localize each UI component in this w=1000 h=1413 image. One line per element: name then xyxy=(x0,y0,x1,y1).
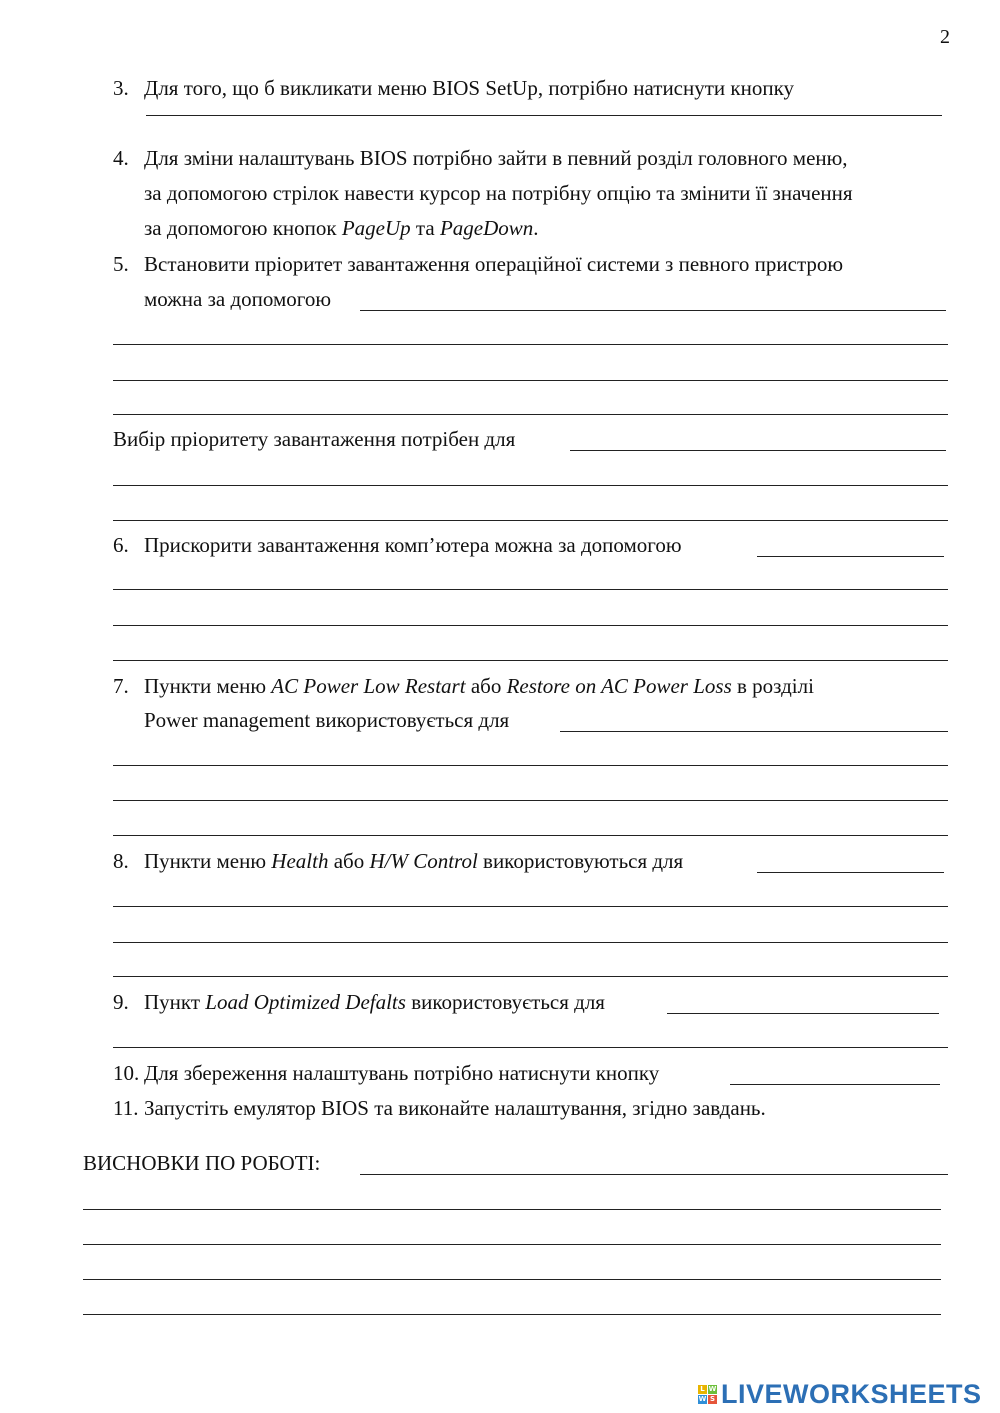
question-8-text-a: Пункти меню xyxy=(144,849,272,873)
question-11-number: 11. xyxy=(113,1096,139,1120)
question-4-line-3 xyxy=(144,218,539,239)
question-7-number: 7. xyxy=(113,674,129,698)
question-9-text-c: використовується для xyxy=(405,990,605,1014)
question-5-sub-answer-line[interactable] xyxy=(113,520,948,521)
question-6-number: 6. xyxy=(113,533,129,557)
question-7-line-2: Power management використовується для xyxy=(144,708,510,732)
conclusions-label: ВИСНОВКИ ПО РОБОТІ: xyxy=(83,1151,321,1175)
question-5-subquestion: Вибір пріоритету завантаження потрібен для xyxy=(113,427,516,451)
conclusions-answer-line[interactable] xyxy=(83,1244,941,1245)
liveworksheets-grid-icon xyxy=(698,1385,717,1404)
pagedown-key-name: PageDown xyxy=(439,216,534,240)
question-4-line-1: Для зміни налаштувань BIOS потрібно зайти в певний розділ головного меню, xyxy=(144,146,848,170)
question-5-line-1: Встановити пріоритет завантаження операційної системи з певного пристрою xyxy=(144,252,844,276)
conclusions-answer-line[interactable] xyxy=(83,1209,941,1210)
question-4-line-3-text-c: та xyxy=(410,216,440,240)
question-8-answer-line-inline[interactable] xyxy=(757,872,944,873)
question-5-sub-answer-line[interactable] xyxy=(113,485,948,486)
question-6-text: Прискорити завантаження комп’ютера можна за допомогою xyxy=(144,533,682,557)
conclusions-answer-line[interactable] xyxy=(83,1314,941,1315)
question-8-text xyxy=(144,851,683,872)
question-6-answer-line[interactable] xyxy=(113,589,948,590)
menu-item-restore-on-ac-power-loss: Restore on AC Power Loss xyxy=(506,674,732,698)
question-3-text: Для того, що б викликати меню BIOS SetUp, потрібно натиснути кнопку xyxy=(144,76,794,100)
question-4-line-3-text-a: за допомогою кнопок xyxy=(144,216,342,240)
pageup-key-name: PageUp xyxy=(341,216,411,240)
question-7-text-a: Пункти меню xyxy=(144,674,272,698)
question-9-text xyxy=(144,992,605,1013)
liveworksheets-wordmark: LIVEWORKSHEETS xyxy=(721,1378,982,1409)
question-6-answer-line[interactable] xyxy=(113,660,948,661)
question-8-answer-line[interactable] xyxy=(113,976,948,977)
question-7-answer-line[interactable] xyxy=(113,800,948,801)
menu-item-hw-control: H/W Control xyxy=(369,849,478,873)
question-7-answer-line[interactable] xyxy=(113,835,948,836)
question-11-text: Запустіть емулятор BIOS та виконайте налаштування, згідно завдань. xyxy=(144,1096,766,1120)
question-4-line-2: за допомогою стрілок навести курсор на потрібну опцію та змінити її значення xyxy=(144,181,853,205)
question-8-number: 8. xyxy=(113,849,129,873)
question-6-answer-line[interactable] xyxy=(113,625,948,626)
question-9-text-a: Пункт xyxy=(144,990,206,1014)
question-5-answer-line[interactable] xyxy=(113,414,948,415)
question-4-number: 4. xyxy=(113,146,129,170)
question-8-text-e: використовуються для xyxy=(477,849,684,873)
logo-tile: W xyxy=(708,1384,717,1393)
question-5-answer-line[interactable] xyxy=(113,380,948,381)
question-9-answer-line[interactable] xyxy=(113,1047,948,1048)
logo-tile: S xyxy=(709,1394,716,1403)
question-7-answer-line-inline[interactable] xyxy=(560,731,948,732)
question-10-number: 10. xyxy=(113,1061,140,1085)
question-6-answer-line-inline[interactable] xyxy=(757,556,944,557)
question-9-answer-line-inline[interactable] xyxy=(667,1013,939,1014)
logo-tile: L xyxy=(698,1385,707,1394)
question-7-answer-line[interactable] xyxy=(113,765,948,766)
question-5-line-2: можна за допомогою xyxy=(144,287,332,311)
logo-tile: W xyxy=(698,1394,707,1403)
page-number: 2 xyxy=(940,26,950,48)
question-5-sub-answer-line-inline[interactable] xyxy=(570,450,946,451)
conclusions-answer-line[interactable] xyxy=(83,1279,941,1280)
question-8-answer-line[interactable] xyxy=(113,906,948,907)
menu-item-ac-power-low-restart: AC Power Low Restart xyxy=(271,674,466,698)
question-3-answer-line[interactable] xyxy=(146,115,942,116)
question-8-text-c: або xyxy=(328,849,370,873)
question-8-answer-line[interactable] xyxy=(113,942,948,943)
question-4-line-3-text-e: . xyxy=(533,216,539,240)
question-9-number: 9. xyxy=(113,990,129,1014)
liveworksheets-logo xyxy=(698,1377,982,1411)
question-3-number: 3. xyxy=(113,76,129,100)
question-5-answer-line-inline[interactable] xyxy=(360,310,946,311)
question-7-text-c: або xyxy=(465,674,507,698)
menu-item-health: Health xyxy=(271,849,329,873)
question-5-number: 5. xyxy=(113,252,129,276)
question-7-text-e: в розділі xyxy=(731,674,814,698)
question-7-line-1 xyxy=(144,676,814,697)
question-5-answer-line[interactable] xyxy=(113,344,948,345)
question-10-answer-line-inline[interactable] xyxy=(730,1084,940,1085)
menu-item-load-optimized-defaults: Load Optimized Defalts xyxy=(205,990,406,1014)
conclusions-answer-line-inline[interactable] xyxy=(360,1174,948,1175)
question-10-text: Для збереження налаштувань потрібно натиснути кнопку xyxy=(144,1061,660,1085)
